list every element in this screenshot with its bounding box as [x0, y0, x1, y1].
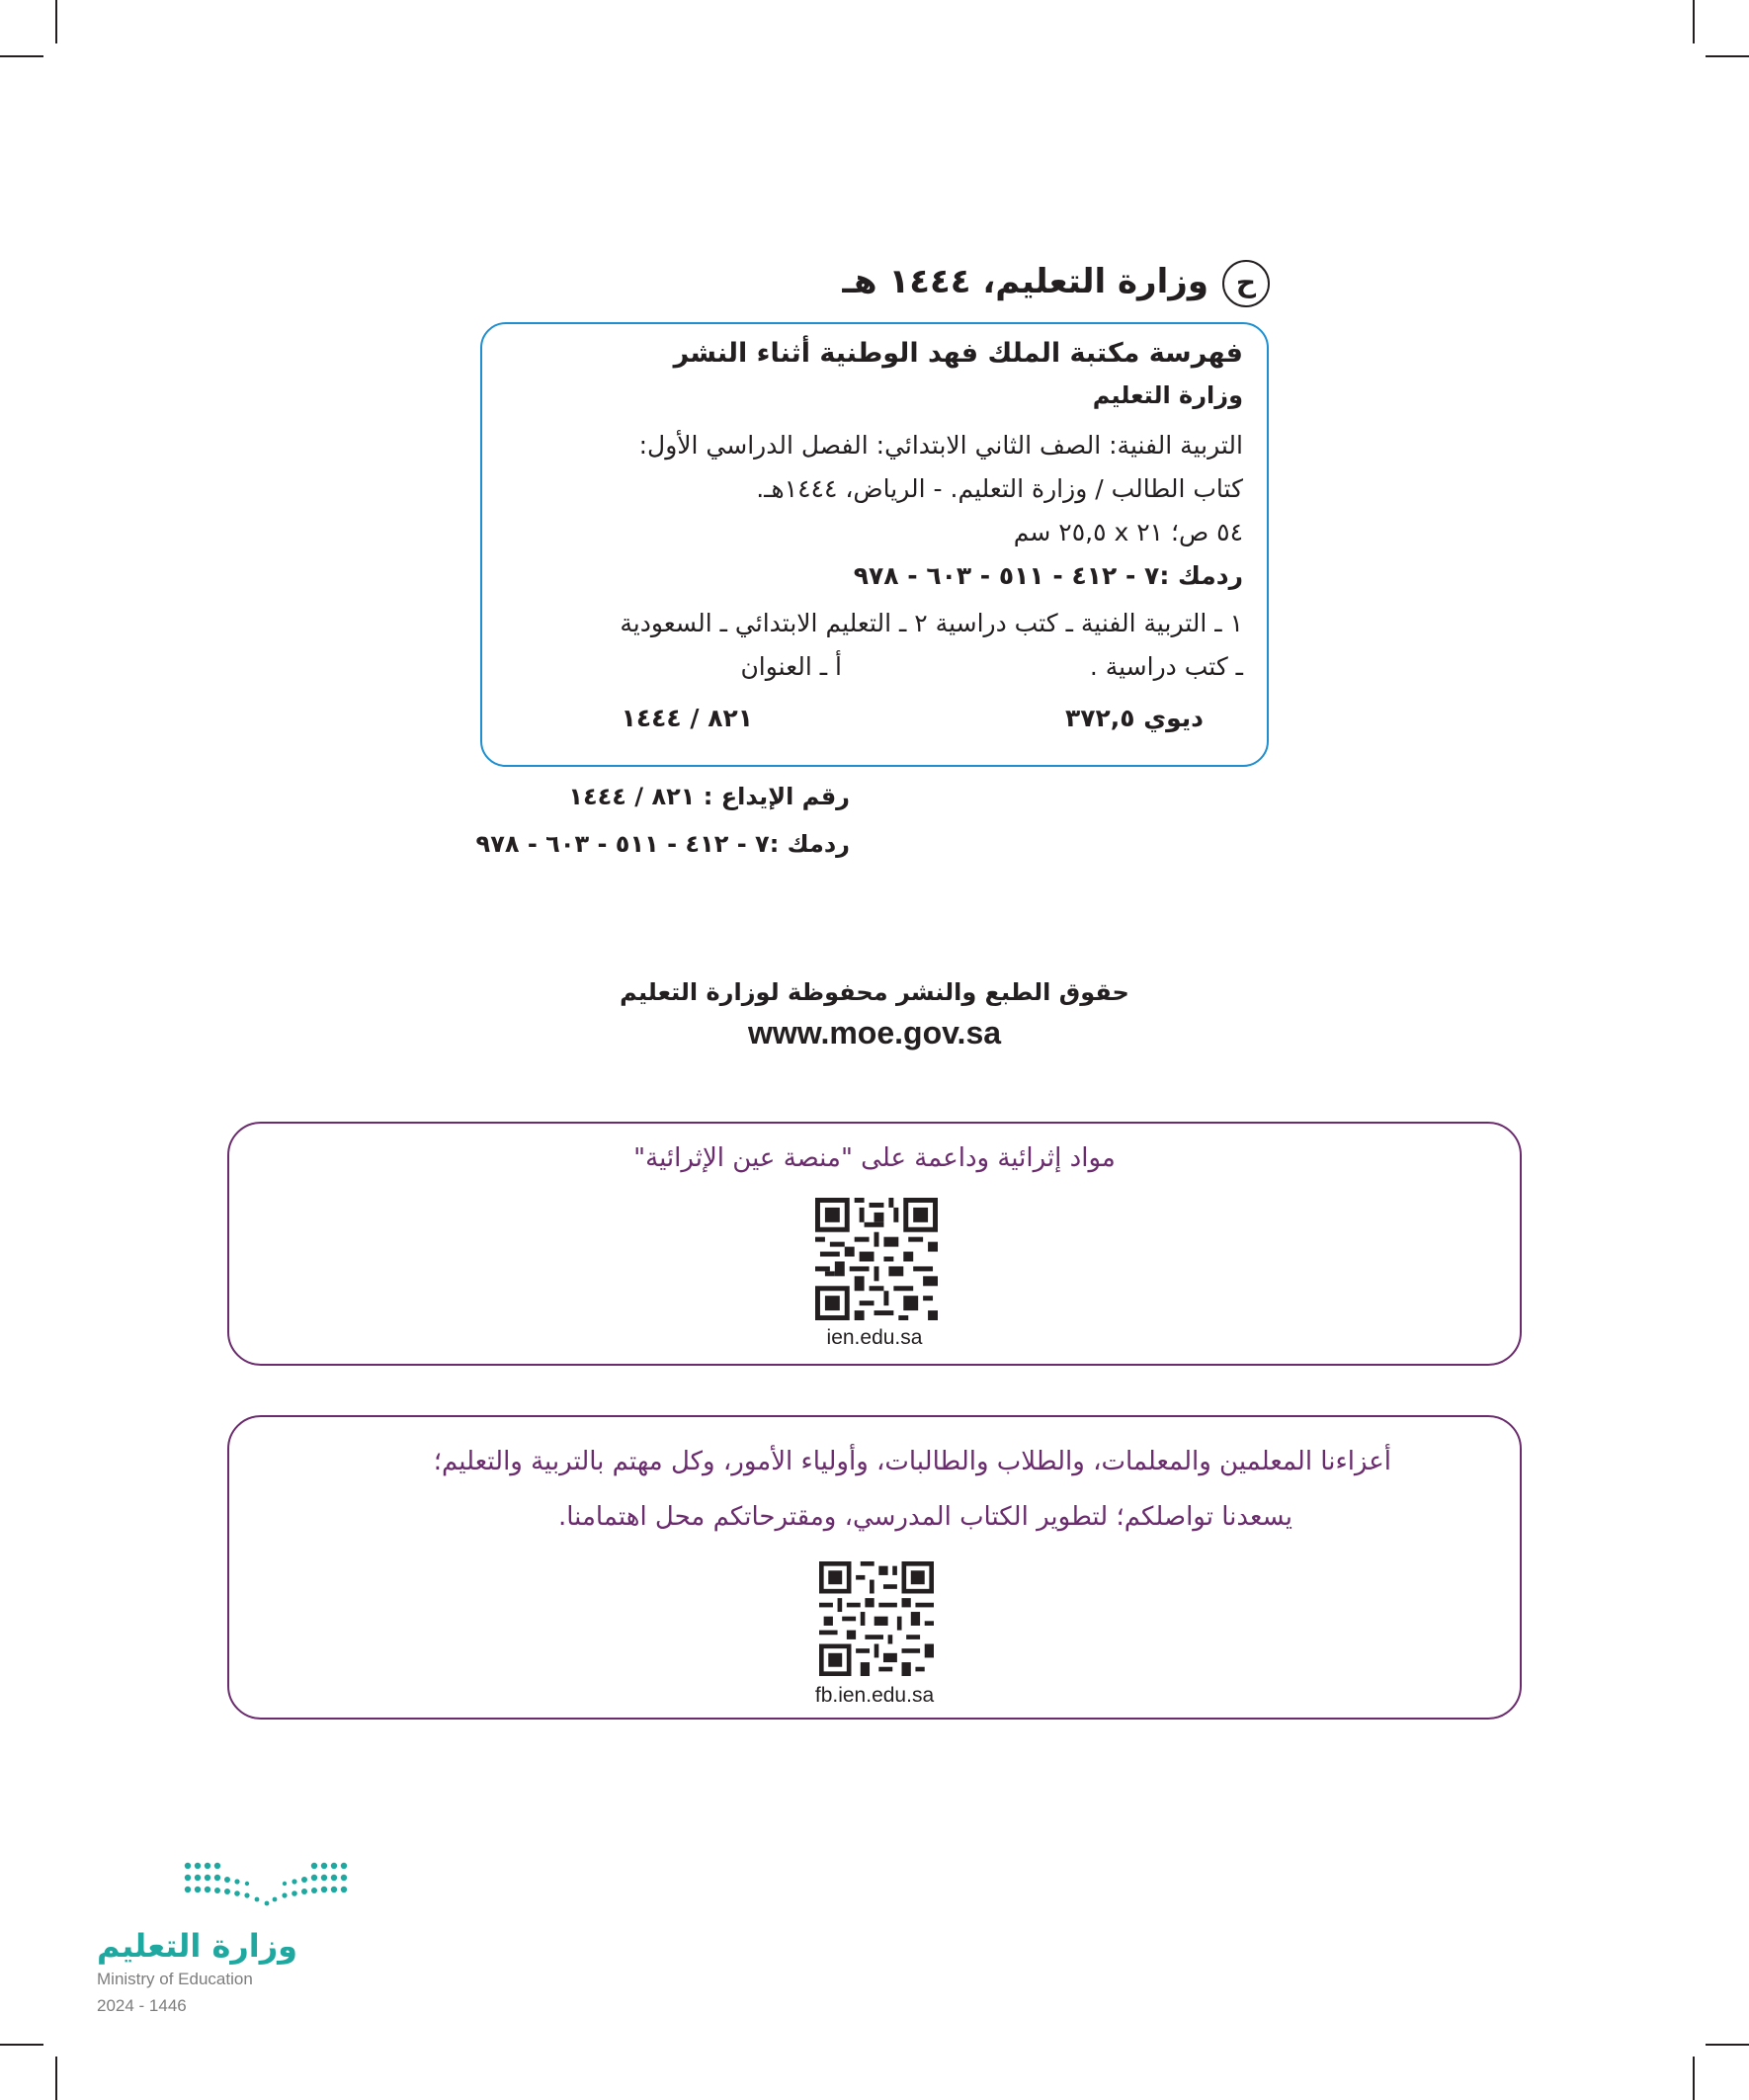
- copyright-symbol: ح: [1222, 260, 1270, 307]
- enrichment-qr-caption[interactable]: ien.edu.sa: [826, 1326, 923, 1349]
- catalog-dewey: ديوي ٣٧٢,٥: [1064, 704, 1204, 732]
- copyright-text: وزارة التعليم، ١٤٤٤ هـ: [842, 262, 1208, 301]
- catalog-isbn: ردمك :٧ - ٤١٢ - ٥١١ - ٦٠٣ - ٩٧٨: [853, 561, 1243, 590]
- crop-mark: [55, 2057, 57, 2100]
- catalog-publisher-line: كتاب الطالب / وزارة التعليم. - الرياض، ١٤٤٤هـ.: [756, 474, 1243, 503]
- copyright-line: [677, 260, 1270, 309]
- catalog-subjects-cont: ـ كتب دراسية .: [1089, 652, 1243, 681]
- ministry-logo-arabic: وزارة التعليم: [97, 1927, 298, 1965]
- catalog-title-line: التربية الفنية: الصف الثاني الابتدائي: الفصل الدراسي الأول:: [638, 431, 1243, 460]
- crop-mark: [1693, 0, 1695, 43]
- crop-mark: [1706, 55, 1749, 57]
- catalog-title-entry: أ ـ العنوان: [740, 652, 842, 681]
- ministry-logo-english: Ministry of Education: [97, 1970, 253, 1988]
- ministry-url[interactable]: www.moe.gov.sa: [747, 1015, 1002, 1050]
- isbn-number: ردمك :٧ - ٤١٢ - ٥١١ - ٦٠٣ - ٩٧٨: [475, 830, 850, 858]
- enrichment-text: مواد إثرائية وداعمة على "منصة عين الإثرائية": [633, 1143, 1116, 1173]
- catalog-author: وزارة التعليم: [1092, 381, 1243, 409]
- feedback-qr-caption[interactable]: fb.ien.edu.sa: [814, 1684, 935, 1707]
- deposit-number: رقم الإيداع : ٨٢١ / ١٤٤٤: [568, 783, 850, 810]
- catalog-deposit-number: ٨٢١ / ١٤٤٤: [621, 704, 753, 732]
- crop-mark: [1693, 2057, 1695, 2100]
- catalog-extent-line: ٥٤ ص؛ ٢١ x ٢٥,٥ سم: [1013, 518, 1243, 546]
- enrichment-qr-code[interactable]: [815, 1198, 938, 1320]
- rights-notice: حقوق الطبع والنشر محفوظة لوزارة التعليم: [620, 978, 1129, 1006]
- crop-mark: [55, 0, 57, 43]
- catalog-subjects: ١ ـ التربية الفنية ـ كتب دراسية ٢ ـ التعليم الابتدائي ـ السعودية: [620, 609, 1243, 637]
- feedback-qr-code[interactable]: [819, 1561, 934, 1676]
- enrichment-box: [227, 1122, 1522, 1366]
- feedback-box: [227, 1415, 1522, 1720]
- feedback-greeting: أعزاءنا المعلمين والمعلمات، والطلاب والطالبات، وأولياء الأمور، وكل مهتم بالتربية والتعليم؛: [433, 1447, 1391, 1476]
- ministry-logo-year: 2024 - 1446: [97, 1996, 187, 2015]
- crop-mark: [0, 55, 43, 57]
- cataloging-box: [480, 322, 1269, 767]
- crop-mark: [0, 2044, 43, 2046]
- ministry-logo-mark: [182, 1858, 350, 1917]
- crop-mark: [1706, 2044, 1749, 2046]
- feedback-invitation: يسعدنا تواصلكم؛ لتطوير الكتاب المدرسي، ومقترحاتكم محل اهتمامنا.: [557, 1502, 1292, 1532]
- catalog-heading: فهرسة مكتبة الملك فهد الوطنية أثناء النشر: [673, 338, 1243, 369]
